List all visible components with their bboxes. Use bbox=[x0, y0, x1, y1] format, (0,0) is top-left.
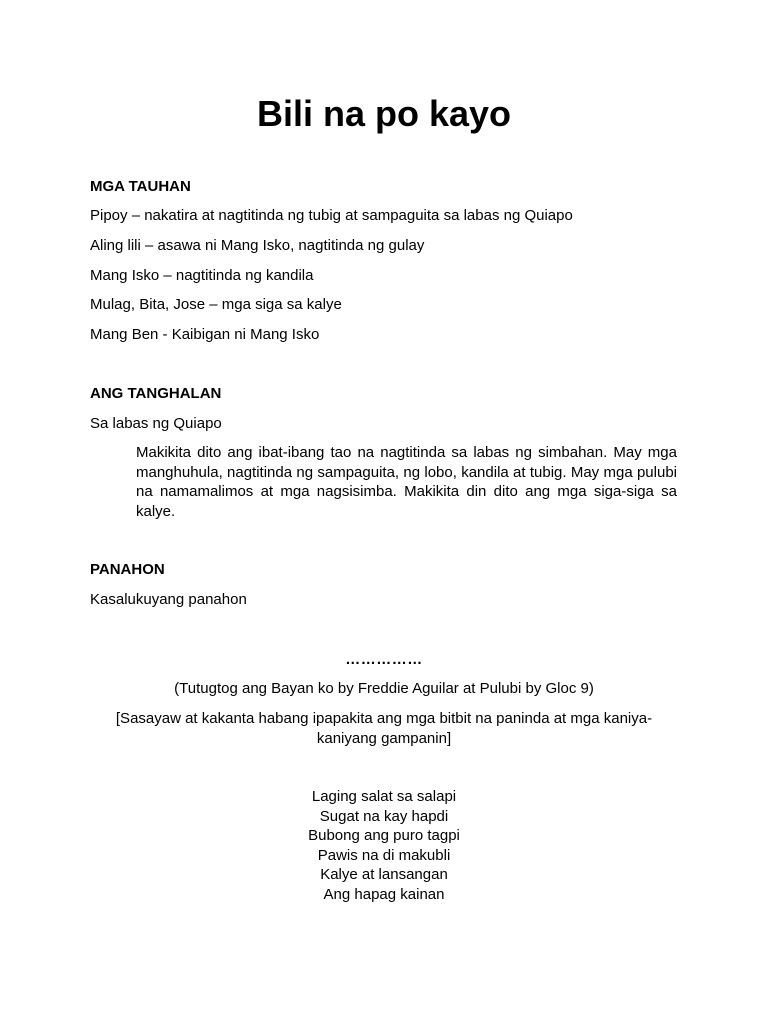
character-line: Pipoy – nakatira at nagtitinda ng tubig at sampaguita sa labas ng Quiapo bbox=[90, 207, 573, 224]
music-note: (Tutugtog ang Bayan ko by Freddie Aguilar at Pulubi by Gloc 9) bbox=[174, 680, 594, 697]
section-separator: …………… bbox=[345, 651, 423, 668]
poem-line: Ang hapag kainan bbox=[323, 885, 445, 903]
character-line: Mang Ben - Kaibigan ni Mang Isko bbox=[90, 326, 320, 343]
poem-lyrics bbox=[90, 787, 678, 904]
poem-line: Kalye at lansangan bbox=[320, 866, 448, 883]
setting-place: Sa labas ng Quiapo bbox=[90, 415, 222, 432]
character-line: Mang Isko – nagtitinda ng kandila bbox=[90, 267, 314, 284]
stage-direction: [Sasayaw at kakanta habang ipapakita ang mga bitbit na paninda at mga kaniya-kaniyang gampanin] bbox=[115, 710, 653, 747]
panahon-heading: PANAHON bbox=[90, 561, 165, 578]
poem-line: Pawis na di makubli bbox=[317, 846, 451, 864]
setting-description: Makikita dito ang ibat-ibang tao na nagtitinda sa labas ng simbahan. May mga manghuhula, nagtitinda ng sampaguita, ng lobo, kandila at tubig. May mga pulubi na namamalimos at mga nagsisimba. Makikita din dito ang mga siga-siga sa kalye. bbox=[136, 444, 677, 520]
poem-line: Bubong ang puro tagpi bbox=[308, 827, 460, 844]
character-line: Aling lili – asawa ni Mang Isko, nagtitinda ng gulay bbox=[90, 237, 425, 254]
page-title: Bili na po kayo bbox=[256, 93, 512, 134]
time-setting: Kasalukuyang panahon bbox=[90, 591, 247, 608]
poem-line: Laging salat sa salapi bbox=[311, 788, 457, 805]
character-line: Mulag, Bita, Jose – mga siga sa kalye bbox=[90, 296, 342, 313]
poem-line: Sugat na kay hapdi bbox=[319, 807, 449, 825]
tanghalan-heading: ANG TANGHALAN bbox=[90, 385, 222, 402]
tauhan-heading: MGA TAUHAN bbox=[90, 178, 191, 195]
